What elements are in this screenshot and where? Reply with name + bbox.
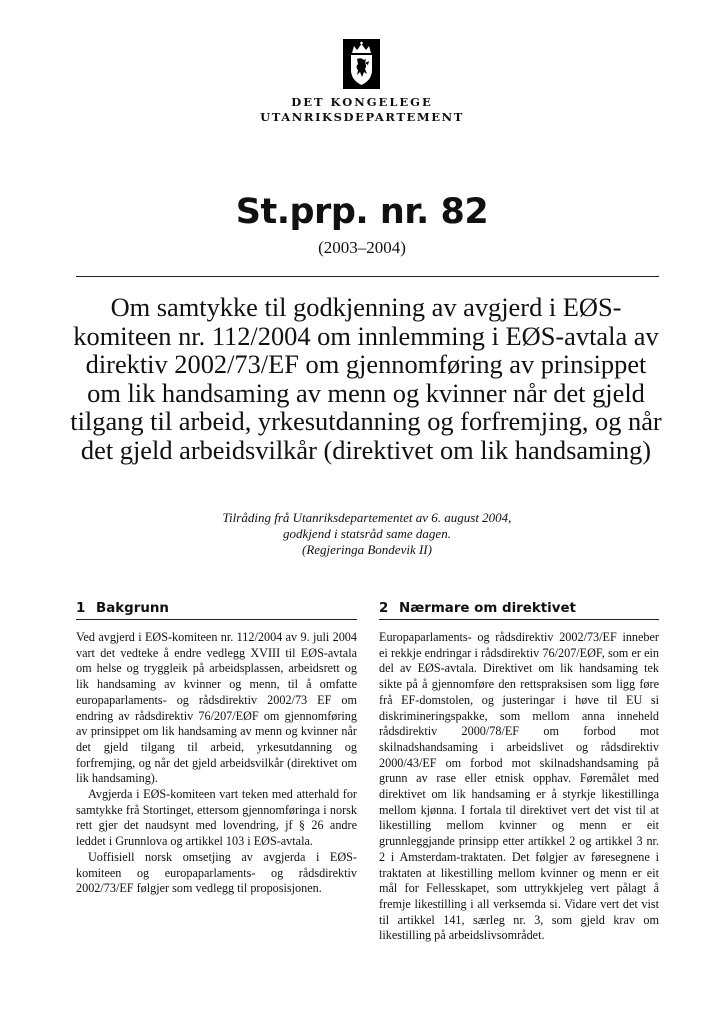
document-session: (2003–2004): [318, 238, 406, 257]
section-heading: [379, 601, 659, 620]
section-number: 1: [76, 601, 86, 616]
section-directive-details: [379, 601, 659, 944]
recommendation-line: Tilråding frå Utanriksdepartementet av 6. august 2004,: [222, 510, 512, 525]
section-heading: [76, 601, 357, 620]
paragraph: Avgjerda i EØS-komiteen vart teken med atterhald for samtykke frå Stortinget, ettersom gjennomføringa i norsk rett gjer det naudsynt med lovendring, jf § 26 andre leddet i Grunnlova og artikkel 103 i EØS-avtala.: [76, 787, 357, 849]
section-background: [76, 601, 357, 897]
section-body: [76, 630, 357, 897]
title-divider: [76, 276, 659, 277]
recommendation-note: [180, 510, 554, 558]
paragraph: Uoffisiell norsk omsetjing av avgjerda i EØS-komiteen og europaparlaments- og rådsdirektiv 2002/73/EF følgjer som vedlegg til proposisjonen.: [76, 849, 357, 896]
section-number: 2: [379, 601, 389, 616]
section-title: Bakgrunn: [96, 601, 169, 616]
coat-of-arms-icon: [343, 39, 380, 89]
document-title: St.prp. nr. 82: [235, 192, 489, 232]
section-body: [379, 630, 659, 944]
paragraph: Europaparlaments- og rådsdirektiv 2002/73/EF inneber ei rekkje endringar i rådsdirektiv 76/207/EØF, som er ein del av EØS-avtala. Direktivet om lik handsaming tek sikte på å gjennomføre den rettspraksisen som ligg føre frå EF-domstolen, og justeringar i høve til EU si diskrimineringspakke, som mellom anna inneheld rådsdirektiv 2000/78/EF om forbod mot skilnadshandsaming i arbeidslivet og rådsdirektiv 2000/43/EF om forbod mot skilnadshandsaming på grunn av rase eller etnisk opphav. Føremålet med direktivet om lik handsaming er å styrkje likestillinga mellom kjønna. I fortala til direktivet vert det vist til at likestilling mellom kvinner og menn er eit grunnleggjande prinsipp etter artikkel 2 og artikkel 3 nr. 2 i Amsterdam-traktaten. Det følgjer av føresegnene i traktaten at likestilling mellom kvinner og menn er eit mål for Fellesskapet, som uttrykkjeleg vert pålagt å fremje likestilling i all verksemda si. Vidare vert det vist til artikkel 141, særleg nr. 3, som gjeld krav om likestilling på arbeidslivsområdet.: [379, 630, 659, 943]
recommendation-line: (Regjeringa Bondevik II): [302, 542, 432, 557]
section-title: Nærmare om direktivet: [399, 601, 576, 616]
department-name-line1: DET KONGELEGE: [291, 95, 433, 109]
paragraph: Ved avgjerd i EØS-komiteen nr. 112/2004 av 9. juli 2004 vart det vedteke å endre vedlegg XVIII til EØS-avtala om helse og tryggleik på arbeidsplassen, arbeidsrett og lik handsaming av kvinner og menn, til å omfatte europaparlaments- og rådsdirektiv 2002/73 EF om endring av rådsdirektiv 76/207/EØF om gjennomføring av prinsippet om lik handsaming av menn og kvinner når det gjeld tilgang til arbeid, yrkesutdanning og forfremjing, og når det gjeld arbeidsvilkår (direktivet om lik handsaming).: [76, 630, 357, 786]
department-name-line2: UTANRIKSDEPARTEMENT: [260, 110, 464, 124]
recommendation-line: godkjend i statsråd same dagen.: [283, 526, 451, 541]
document-subject: Om samtykke til godkjenning av avgjerd i EØS-komiteen nr. 112/2004 om innlemming i EØS-avtala av direktiv 2002/73/EF om gjennomføring av prinsippet om lik handsaming av menn og kvinner når det gjeld tilgang til arbeid, yrkesutdanning og forfremjing, og når det gjeld arbeidsvilkår (direktivet om lik handsaming): [70, 292, 662, 465]
